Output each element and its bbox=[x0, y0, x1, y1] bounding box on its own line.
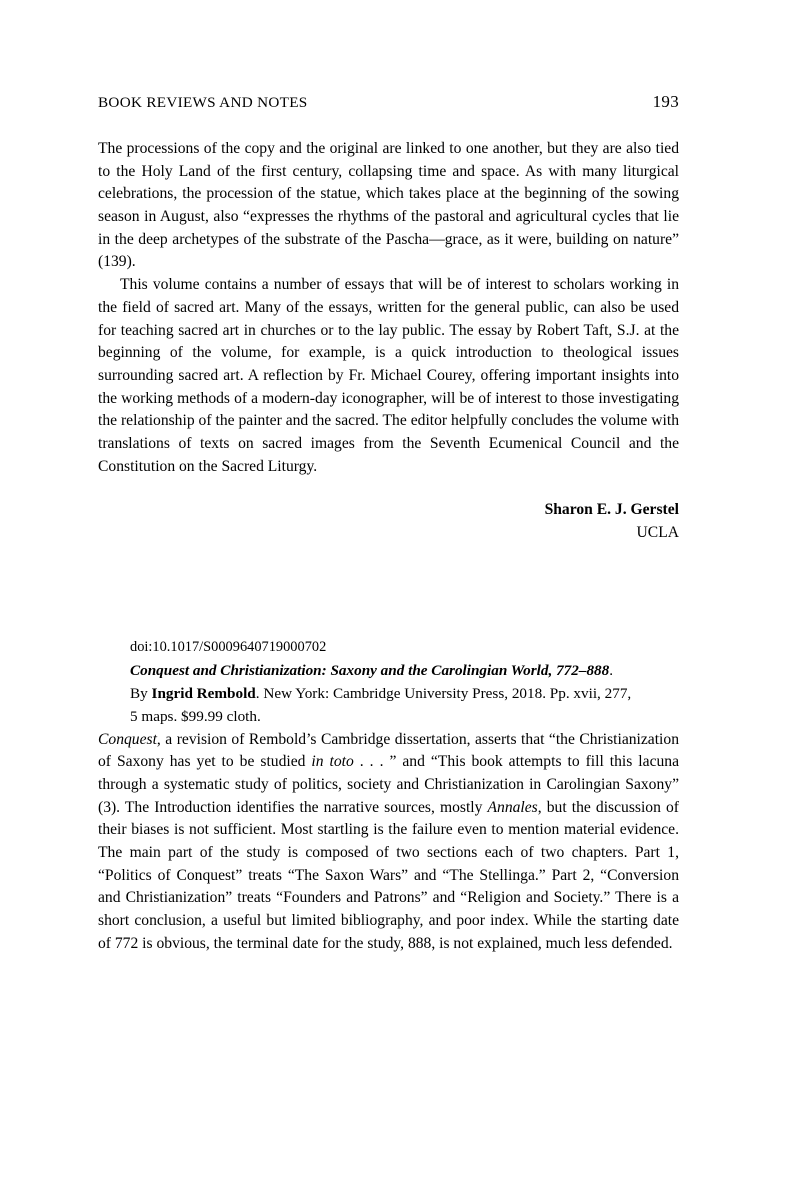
book-title: Conquest and Christianization: Saxony and the Carolingian World, 772–888 bbox=[130, 662, 610, 680]
by-label: . By bbox=[130, 662, 614, 702]
reviewer-affiliation: UCLA bbox=[636, 523, 679, 541]
review-text-run-6: , but the discussion of their biases is not sufficient. Most startling is the failure even to mention material evidence. The main part of the study is composed of two sections each of two chapters. Part 1, “Politics of Conquest” treats “The Saxon Wars” and “The Stellinga.” Part 2, “Conversion and Christianization” treats “Founders and Patrons” and “Religion and Society.” There is a short conclusion, a useful but limited bibliography, and poor index. While the starting date of 772 is obvious, the terminal date for the study, 888, is not explained, much less defended. bbox=[98, 798, 679, 952]
book-author: Ingrid Rembold bbox=[151, 684, 256, 702]
reviewer-signature bbox=[98, 499, 679, 544]
running-head bbox=[98, 92, 679, 112]
page-number: 193 bbox=[652, 92, 679, 111]
review-paragraph bbox=[98, 729, 679, 956]
book-citation bbox=[130, 660, 633, 728]
review-text-run-1: Conquest bbox=[98, 730, 157, 748]
doi-line: doi:10.1017/S0009640719000702 bbox=[130, 638, 327, 655]
review-text-run-3: in toto bbox=[311, 753, 354, 771]
review-text-run-2: , a revision of Rembold’s Cambridge dissertation, asserts that “the Christianization of Saxony has yet to be studied bbox=[98, 730, 679, 771]
review-text-run-4: . . . ” and “This book attempts to fill this lacuna through a systematic study of politics, society and Christianization in Carolingian Saxony” (3). The Introduction identifies the narrative sources, mostly bbox=[98, 753, 680, 816]
review-text-run-5: Annales bbox=[487, 798, 538, 816]
paragraph-summary: This volume contains a number of essays that will be of interest to scholars working in the field of sacred art. Many of the essays, written for the general public, can also be used for teaching sacred art in churches or to the lay public. The essay by Robert Taft, S.J. at the beginning of the volume, for example, is a quick introduction to theological issues surrounding sacred art. A reflection by Fr. Michael Courey, offering important insights into the working methods of a modern-day iconographer, will be of interest to those investigating the relationship of the painter and the sacred. The editor helpfully concludes the volume with translations of texts on sacred images from the Seventh Ecumenical Council and the Constitution on the Sacred Liturgy. bbox=[98, 276, 679, 475]
section-spacer bbox=[98, 545, 679, 637]
reviewer-name: Sharon E. J. Gerstel bbox=[544, 501, 679, 519]
publication-info: . New York: Cambridge University Press, 2018. Pp. xvii, 277, 5 maps. $99.99 cloth. bbox=[130, 684, 632, 725]
running-head-title: BOOK REVIEWS AND NOTES bbox=[98, 94, 308, 111]
paragraph-continuation: The processions of the copy and the original are linked to one another, but they are also tied to the Holy Land of the first century, collapsing time and space. As with many liturgical celebrations, the procession of the statue, which takes place at the beginning of the sowing season in August, also “expresses the rhythms of the pastoral and agricultural cycles that lie in the deep archetypes of the substrate of the Pascha—grace, as it were, building on nature” (139). bbox=[98, 140, 679, 271]
review-heading-block bbox=[130, 637, 633, 729]
